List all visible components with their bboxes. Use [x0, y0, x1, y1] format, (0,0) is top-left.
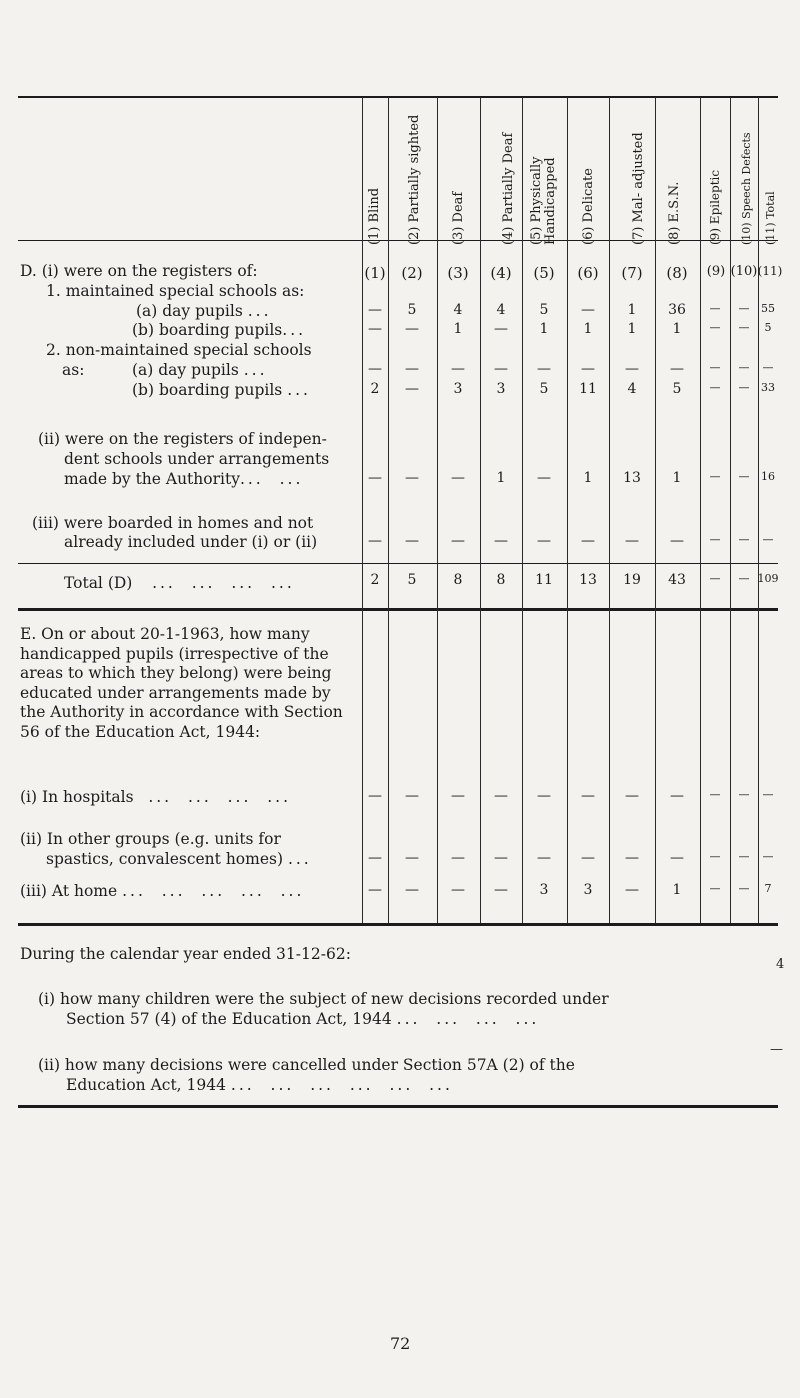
table-cell: 11	[535, 572, 553, 588]
table-cell: —	[670, 533, 684, 549]
day-pupils-label: (a) day pupils ...	[136, 302, 272, 320]
table-cell: —	[709, 533, 721, 546]
independent-label-1: (ii) were on the registers of indepen-	[38, 430, 327, 448]
table-cell: 1	[453, 321, 463, 337]
table-cell: 1	[672, 882, 682, 898]
table-cell: —	[405, 321, 419, 337]
table-cell: 1	[627, 321, 637, 337]
table-cell: 19	[623, 572, 641, 588]
column-number: (6)	[577, 264, 599, 282]
column-number: (1)	[364, 264, 386, 282]
table-cell: 5	[407, 302, 417, 318]
table-cell: —	[537, 361, 551, 377]
column-number: (3)	[447, 264, 469, 282]
table-cell: —	[581, 788, 595, 804]
table-cell: —	[368, 788, 382, 804]
table-cell: 1	[583, 321, 593, 337]
homes-label-1: (iii) were boarded in homes and not	[32, 514, 314, 532]
column-header-2: (2) Partially sighted	[407, 114, 422, 245]
table-cell: —	[494, 533, 508, 549]
section-e-intro: E. On or about 20-1-1963, how many handicapped pupils (irrespective of the areas to which they belong) were being educated under arrangements made by the Authority in accordance with Section 56 of the Education Act, 1944:	[20, 625, 343, 741]
table-cell: —	[738, 470, 750, 483]
column-divider	[700, 97, 701, 923]
table-cell: —	[738, 361, 750, 374]
table-cell: —	[451, 533, 465, 549]
table-cell: 4	[453, 302, 463, 318]
table-cell: —	[670, 361, 684, 377]
calendar-q2-line2: Education Act, 1944 ... ... ... ... ... ...	[66, 1076, 453, 1094]
column-number: (10)	[730, 264, 758, 279]
table-cell: —	[537, 470, 551, 486]
column-number: (5)	[533, 264, 555, 282]
table-cell: —	[405, 882, 419, 898]
table-cell: —	[368, 302, 382, 318]
calendar-q1-line1: (i) how many children were the subject of new decisions recorded under	[38, 990, 609, 1008]
table-cell: —	[405, 361, 419, 377]
table-cell: —	[738, 572, 750, 585]
table-cell: 1	[539, 321, 549, 337]
independent-label-2: dent schools under arrangements	[64, 450, 330, 468]
column-divider	[437, 97, 438, 923]
table-cell: 13	[579, 572, 597, 588]
top-rule	[18, 96, 778, 98]
table-cell: 16	[761, 470, 775, 483]
table-cell: —	[738, 882, 750, 895]
column-header-1: (1) Blind	[367, 187, 382, 245]
table-cell: —	[494, 361, 508, 377]
boarding-pupils-label: (b) boarding pupils...	[132, 321, 307, 339]
column-number: (9)	[706, 264, 726, 279]
table-cell: 5	[672, 381, 682, 397]
table-cell: —	[670, 850, 684, 866]
nm-boarding-pupils-label: (b) boarding pupils ...	[132, 381, 311, 399]
table-cell: —	[625, 882, 639, 898]
table-cell: —	[709, 882, 721, 895]
table-cell: —	[709, 302, 721, 315]
table-cell: 1	[627, 302, 637, 318]
table-cell: 33	[761, 381, 775, 394]
table-cell: —	[738, 850, 750, 863]
table-cell: —	[537, 788, 551, 804]
table-cell: —	[368, 533, 382, 549]
table-cell: —	[494, 850, 508, 866]
table-cell: —	[368, 361, 382, 377]
table-cell: —	[709, 572, 721, 585]
table-cell: —	[738, 321, 750, 334]
page-number: 72	[390, 1334, 411, 1353]
non-maintained-label: 2. non-maintained special schools	[46, 341, 312, 359]
table-cell: —	[451, 788, 465, 804]
table-cell: —	[451, 361, 465, 377]
total-top-rule	[18, 563, 778, 564]
section-d-intro: D. (i) were on the registers of:	[20, 262, 258, 280]
column-header-10: (10) Speech Defects	[740, 132, 753, 245]
table-cell: —	[738, 302, 750, 315]
column-divider	[655, 97, 656, 923]
table-cell: —	[581, 302, 595, 318]
table-cell: —	[451, 882, 465, 898]
table-cell: 36	[668, 302, 686, 318]
table-cell: —	[762, 788, 774, 801]
table-cell: —	[625, 788, 639, 804]
column-header-3: (3) Deaf	[451, 191, 466, 245]
table-cell: 7	[764, 882, 772, 895]
column-header-6: (6) Delicate	[581, 168, 596, 245]
table-cell: 1	[583, 470, 593, 486]
column-header-7: (7) Mal- adjusted	[631, 132, 646, 245]
column-header-8: (8) E.S.N.	[667, 181, 682, 245]
table-cell: —	[709, 361, 721, 374]
table-cell: —	[368, 882, 382, 898]
hospitals-label: (i) In hospitals ... ... ... ...	[20, 788, 292, 806]
table-cell: —	[368, 850, 382, 866]
table-cell: —	[537, 850, 551, 866]
table-cell: —	[625, 361, 639, 377]
table-cell: —	[738, 788, 750, 801]
table-cell: —	[625, 850, 639, 866]
table-cell: 5	[539, 381, 549, 397]
table-cell: —	[581, 533, 595, 549]
column-number: (2)	[401, 264, 423, 282]
table-cell: —	[738, 381, 750, 394]
table-cell: —	[625, 533, 639, 549]
table-cell: 3	[539, 882, 549, 898]
homes-label-2: already included under (i) or (ii)	[64, 533, 318, 551]
table-cell: —	[709, 470, 721, 483]
table-cell: 55	[761, 302, 775, 315]
table-cell: 3	[583, 882, 593, 898]
table-cell: —	[405, 470, 419, 486]
table-cell: —	[451, 850, 465, 866]
table-cell: —	[709, 850, 721, 863]
table-cell: —	[762, 533, 774, 546]
table-cell: 1	[496, 470, 506, 486]
table-cell: —	[709, 321, 721, 334]
table-cell: 5	[407, 572, 417, 588]
table-cell: —	[762, 850, 774, 863]
table-cell: —	[451, 470, 465, 486]
at-home-label: (iii) At home ... ... ... ... ...	[20, 882, 305, 900]
column-divider	[522, 97, 523, 923]
table-cell: —	[537, 533, 551, 549]
non-maintained-label-2: as:	[62, 361, 85, 379]
table-cell: —	[738, 533, 750, 546]
total-d-label: Total (D) ... ... ... ...	[64, 574, 295, 592]
calendar-q2-line1: (ii) how many decisions were cancelled under Section 57A (2) of the	[38, 1056, 575, 1074]
table-cell: 3	[496, 381, 506, 397]
calendar-intro: During the calendar year ended 31-12-62:	[20, 945, 351, 963]
table-cell: 8	[496, 572, 506, 588]
column-number: (4)	[490, 264, 512, 282]
table-cell: —	[762, 361, 774, 374]
table-cell: —	[368, 470, 382, 486]
table-cell: —	[581, 850, 595, 866]
calendar-q2-value: —	[770, 1042, 783, 1057]
table-cell: —	[494, 788, 508, 804]
table-cell: —	[494, 882, 508, 898]
table-cell: —	[405, 381, 419, 397]
independent-label-3: made by the Authority... ...	[64, 470, 304, 488]
table-cell: 1	[672, 470, 682, 486]
column-header-9: (9) Epileptic	[708, 169, 722, 245]
table-cell: 109	[757, 572, 779, 585]
table-cell: 11	[579, 381, 597, 397]
calendar-q1-line2: Section 57 (4) of the Education Act, 1944 ... ... ... ...	[66, 1010, 540, 1028]
table-cell: —	[405, 850, 419, 866]
maintained-label: 1. maintained special schools as:	[46, 282, 305, 300]
table-cell: 8	[453, 572, 463, 588]
table-cell: —	[670, 788, 684, 804]
table-cell: 3	[453, 381, 463, 397]
section-e-bottom-rule	[18, 923, 778, 926]
table-cell: 4	[496, 302, 506, 318]
table-cell: —	[709, 381, 721, 394]
column-number: (8)	[666, 264, 688, 282]
table-cell: —	[405, 533, 419, 549]
table-cell: 5	[764, 321, 772, 334]
column-divider	[480, 97, 481, 923]
section-d-bottom-rule	[18, 608, 778, 611]
other-groups-label-2: spastics, convalescent homes) ...	[46, 850, 312, 868]
table-cell: —	[405, 788, 419, 804]
table-cell: 43	[668, 572, 686, 588]
nm-day-pupils-label: (a) day pupils ...	[132, 361, 268, 379]
table-cell: —	[581, 361, 595, 377]
table-cell: 1	[672, 321, 682, 337]
table-cell: —	[709, 788, 721, 801]
table-cell: 2	[370, 381, 380, 397]
table-cell: 4	[627, 381, 637, 397]
column-number: (7)	[621, 264, 643, 282]
table-cell: —	[494, 321, 508, 337]
column-header-5: (5) Physically Handicapped	[529, 156, 558, 245]
table-cell: 2	[370, 572, 380, 588]
page-bottom-rule	[18, 1105, 778, 1108]
other-groups-label-1: (ii) In other groups (e.g. units for	[20, 830, 281, 848]
calendar-q1-value: 4	[776, 957, 785, 972]
table-cell: 13	[623, 470, 641, 486]
column-header-11: (11) Total	[764, 191, 777, 245]
column-number: (11)	[757, 264, 783, 278]
column-header-4: (4) Partially Deaf	[501, 132, 516, 245]
table-cell: —	[368, 321, 382, 337]
table-cell: 5	[539, 302, 549, 318]
column-divider	[730, 97, 731, 923]
